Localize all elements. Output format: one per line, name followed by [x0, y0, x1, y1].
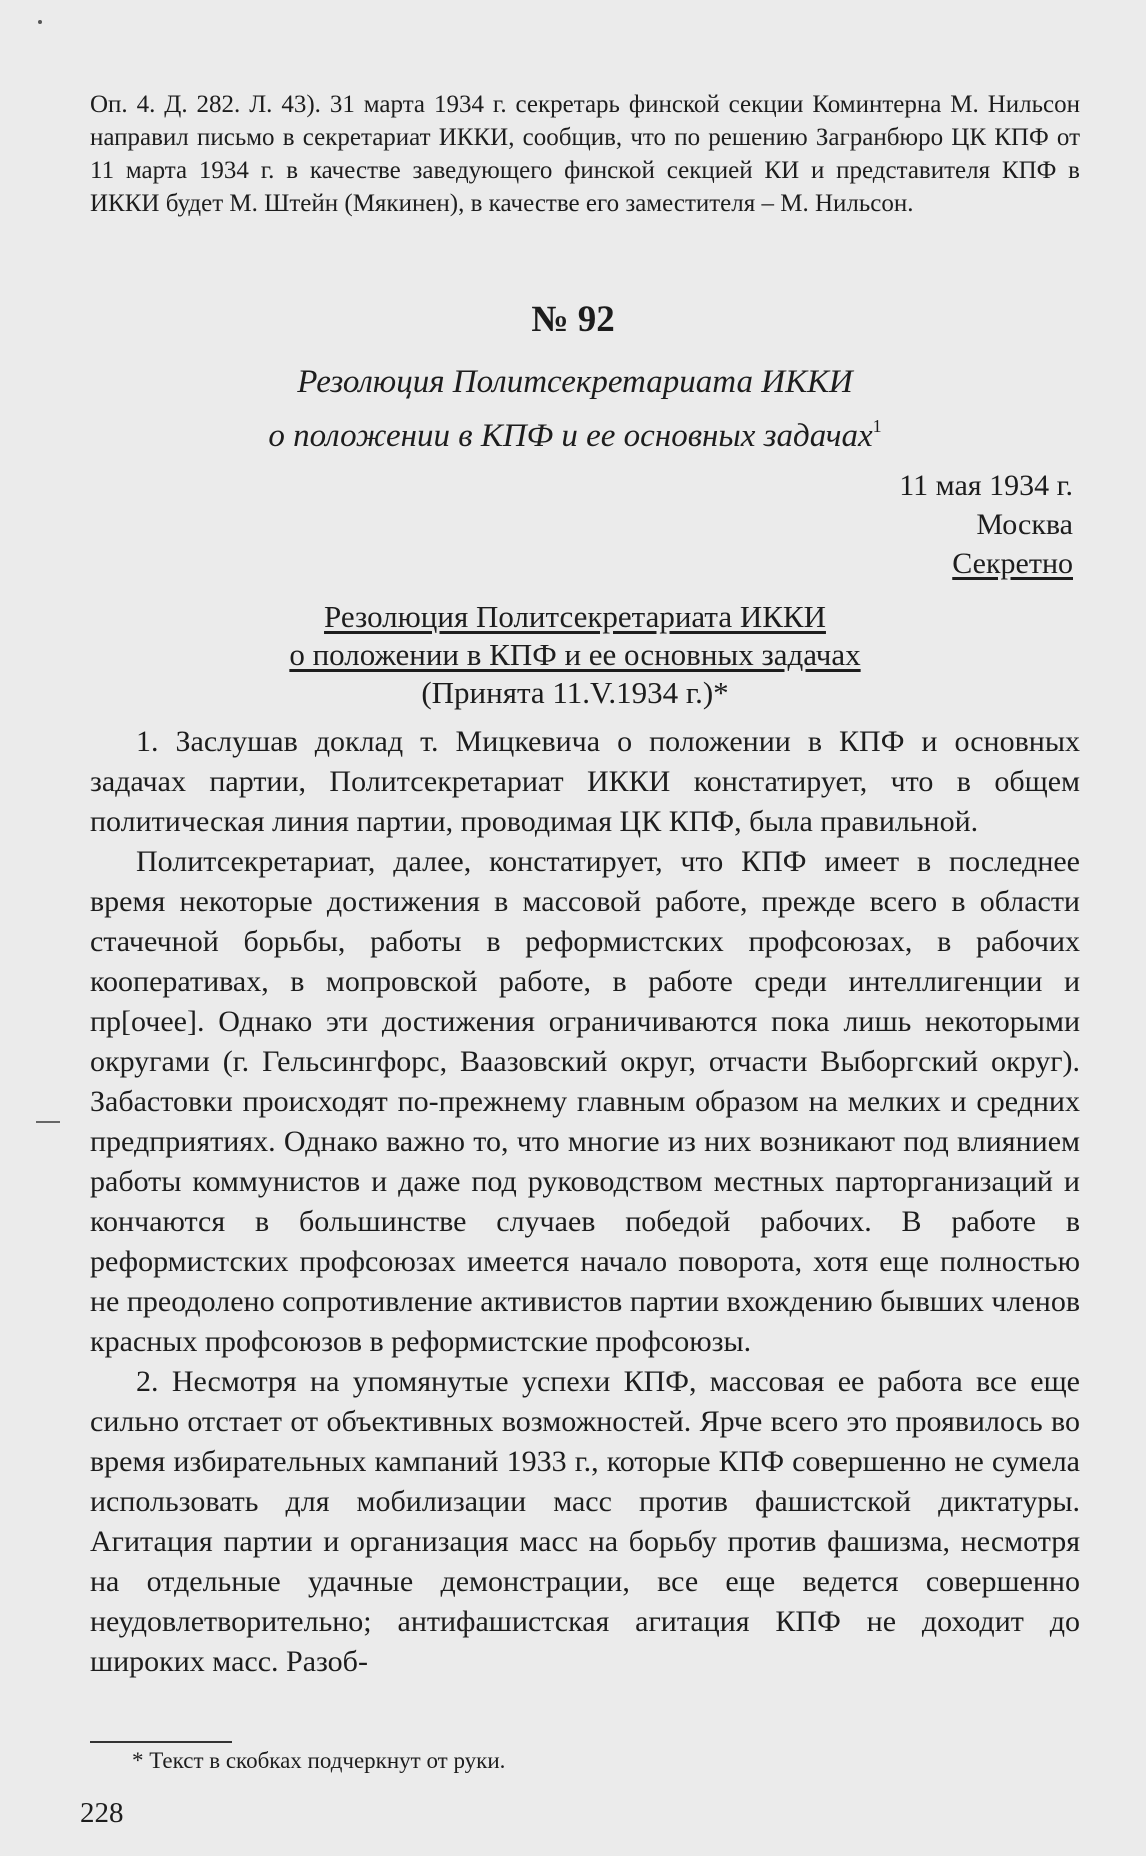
resolution-heading — [150, 598, 1000, 712]
document-number: № 92 — [531, 299, 615, 340]
title-line-1: Резолюция Политсекретариата ИККИ — [297, 364, 853, 400]
intro-paragraph: Оп. 4. Д. 282. Л. 43). 31 марта 1934 г. секретарь финской секции Коминтерна М. Нильсон направил письмо в секретариат ИККИ, сообщив, что по решению Загранбюро ЦК КПФ от 11 марта 1934 г. в качестве заведующего финской секцией КИ и представителя КПФ в ИККИ будет М. Штейн (Мякинен), в качестве его заместителя – М. Нильсон. — [90, 91, 1080, 217]
heading-line-1: Резолюция Политсекретариата ИККИ — [324, 599, 826, 634]
paragraph-3: 2. Несмотря на упомянутые успехи КПФ, массовая ее работа все еще сильно отстает от объективных возможностей. Ярче всего это проявилось во время избирательных кампаний 1933 г., которые КПФ совершенно не сумела использовать для мобилизации масс против фашистской диктатуры. Агитация партии и организация масс на борьбу против фашизма, несмотря на отдельные удачные демонстрации, все еще ведется совершенно неудовлетворительно; антифашистская агитация КПФ не доходит до широких масс. Разоб- — [90, 1365, 1080, 1678]
title-footnote-marker: 1 — [872, 416, 882, 436]
margin-mark — [36, 1121, 60, 1123]
document-meta — [899, 466, 1073, 583]
title-line-2 — [150, 404, 1000, 458]
page-number: 228 — [80, 1797, 124, 1829]
title-line-2-text: о положении в КПФ и ее основных задачах — [268, 418, 873, 454]
resolution-body — [90, 722, 1080, 1682]
paragraph-1: 1. Заслушав доклад т. Мицкевича о положении в КПФ и основных задачах партии, Политсекретариат ИККИ констатирует, что в общем политическая линия партии, проводимая ЦК КПФ, была правильной. — [90, 725, 1080, 838]
document-date: 11 мая 1934 г. — [899, 469, 1073, 502]
document-title — [150, 360, 1000, 458]
footnote: * Текст в скобках подчеркнут от руки. — [132, 1748, 506, 1773]
footnote-rule — [90, 1741, 232, 1743]
paragraph-2: Политсекретариат, далее, констатирует, что КПФ имеет в последнее время некоторые достижения в массовой работе, прежде всего в области стачечной борьбы, работы в реформистских профсоюзах, в рабочих кооперативах, в мопровской работе, в работе среди интеллигенции и пр[очее]. Однако эти достижения ограничиваются пока лишь некоторыми округами (г. Гельсингфорс, Ваазовский округ, отчасти Выборгский округ). Забастовки происходят по-прежнему главным образом на мелких и средних предприятиях. Однако важно то, что многие из них возникают под влиянием работы коммунистов и даже под руководством местных парторганизаций и кончаются в большинстве случаев победой рабочих. В работе в реформистских профсоюзах имеется начало поворота, хотя еще полностью не преодолено сопротивление активистов партии вхождению бывших членов красных профсоюзов в реформистские профсоюзы. — [90, 845, 1080, 1358]
margin-dot — [38, 20, 42, 24]
document-place: Москва — [976, 508, 1073, 541]
heading-line-2: о положении в КПФ и ее основных задачах — [289, 637, 861, 672]
classification-stamp: Секретно — [952, 547, 1073, 580]
heading-line-3: (Принята 11.V.1934 г.)* — [421, 675, 729, 710]
